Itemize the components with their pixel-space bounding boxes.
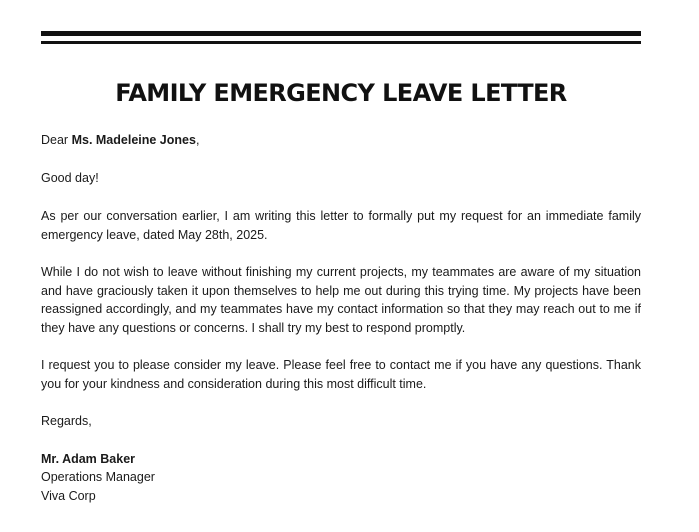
signature-company: Viva Corp [41,489,96,503]
body-paragraph-2: While I do not wish to leave without finishing my current projects, my teammates are aware of my situation and have graciously taken it upon themselves to help me out during this trying time. My projects have been reassigned accordingly, and my teammates have my contact information so that they may reach out to me if they have any questions or concerns. I shall try my best to respond promptly. [41,265,641,335]
header-rule-thin [41,41,641,44]
signature-name: Mr. Adam Baker [41,452,136,466]
header-rule-thick [41,31,641,36]
body-paragraph-3: I request you to please consider my leave. Please feel free to contact me if you have any questions. Thank you for your kindness and consideration during this most difficult time. [41,358,641,391]
salutation-suffix: , [195,133,200,147]
salutation-prefix: Dear [41,133,69,147]
greeting: Good day! [41,171,99,185]
body-paragraph-1: As per our conversation earlier, I am writing this letter to formally put my request for an immediate family emergency leave, dated May 28th, 2025. [41,209,641,242]
letter-title: FAMILY EMERGENCY LEAVE LETTER [115,79,567,107]
closing: Regards, [41,414,92,428]
recipient-name: Ms. Madeleine Jones [71,133,196,147]
salutation [41,131,641,150]
signature-title: Operations Manager [41,470,155,484]
